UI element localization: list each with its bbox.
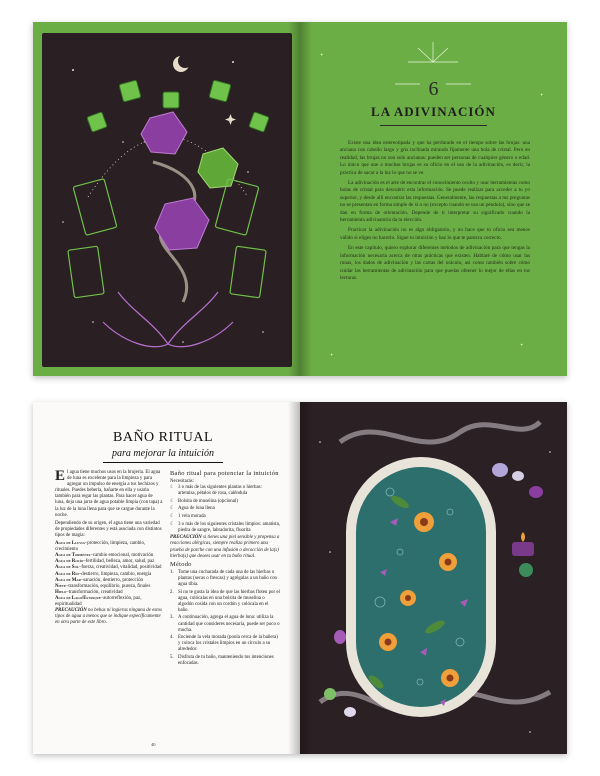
ingredient-item: ☾ 1 vela morada [170, 514, 206, 520]
ingredients-list [170, 485, 280, 534]
chapter-spread [33, 22, 567, 376]
caution-note: PRECAUCIÓN no bebas ni ingieras ninguna de estos tipos de agua a menos que se indique específicamente en otra parte de este libro. [55, 608, 162, 626]
ingredient-item: ☾ 3 o más de los siguientes cristales limpios: amatista, piedra de sangre, labradorita, fluorita [170, 521, 281, 533]
method-step: 1. Tome una cucharada de cada una de las hierbas o plantas (secas o frescas) y agrégalas a un baño con agua tibia. [170, 569, 277, 587]
book-gutter [288, 402, 312, 754]
water-type-item: Hielo–transformación, creatividad [55, 589, 123, 595]
moon-bullet-icon: ☾ [170, 521, 175, 527]
caution-note: PRECAUCIÓN si tienes una piel sensible y propensa a reacciones alérgicas, siempre realiza primero una prueba de parche con una infusión o decocción de la(s) hierba(s) que desees usar en tu baño ritual. [170, 535, 280, 559]
bathtub-illustration [300, 402, 567, 754]
page-title: BAÑO RITUAL [113, 430, 213, 445]
water-type-item: Agua de Mar–sanación, destierro, protección [55, 577, 143, 583]
moon-bullet-icon: ☾ [170, 498, 175, 504]
chapter-body [340, 140, 530, 285]
intro-paragraph-2: Dependiendo de su origen, el agua tiene una variedad de propiedades diferentes y está asociada con distintos tipos de magia: [55, 520, 162, 538]
open-hands-icon [103, 292, 233, 347]
illustration-page [33, 22, 300, 376]
sparkle-icon: ✦ [330, 352, 334, 357]
needs-label: Necesitarás: [170, 479, 194, 485]
sparkle-icon: ✦ [520, 342, 524, 347]
intro-text: l agua tiene muchos usos en la brujería. El agua de luna es excelente para la limpieza y para agregar un impulso de energía a tus hechizos y rituales. Puedes beberla, bañarte en ella y usarla también para regar las plantas. Para hacer agua de luna, deja una jarra de agua potable limpia (con tapa) a la luz de la luna llena para que se cargue durante la noche. [55, 470, 163, 518]
intro-paragraph [55, 470, 163, 519]
sparkle-icon: ✦ [320, 52, 324, 57]
divider [380, 125, 487, 126]
divination-illustration [33, 22, 300, 376]
recipe-heading: Baño ritual para potenciar la intuición [170, 470, 279, 477]
page-number: 40 [151, 742, 156, 747]
water-type-item: Nieve–transformación, equilibrio, pureza, finales [55, 583, 151, 589]
method-step: 5. Disfruta de tu baño, manteniendo tus intenciones enfocadas. [170, 655, 274, 667]
water-types-list [55, 541, 163, 608]
column-two [170, 470, 280, 669]
method-steps [170, 570, 280, 667]
method-step: 2. Si no te gusta la idea de que las hierbas floten por el agua, colócalas en una bolsita de muselina o algodón cosida con un cordón y colócala en el baño. [170, 589, 280, 613]
ritual-spread [33, 402, 567, 754]
water-type-item: Agua de Lluvia–protección, limpieza, cambio, crecimiento [55, 541, 146, 553]
sparkle-icon: ✦ [540, 92, 544, 97]
ingredient-item: ☾ Bolsita de muselina (opcional) [170, 498, 238, 504]
drop-cap: E [55, 468, 66, 484]
divider [103, 462, 223, 463]
chapter-paragraph: Existe una idea estereotipada y que ha perdurado en el tiempo sobre las brujas: una anciana con cabello largo y gris inclinada mirando fijamente una bola de cristal. Pero en realidad, las brujas no son solo ancianas: pueden ser personas de cualquier género o edad. Lo único que une a muchas brujas es su oficio en el uso de la adivinación, es decir, la práctica de sacar a la luz lo que no se ve. [340, 140, 530, 176]
book-gutter [288, 22, 312, 376]
moon-bullet-icon: ☾ [170, 506, 175, 512]
text-page [33, 402, 300, 754]
candle-icon [512, 532, 534, 556]
method-step: 3. A continuación, agrega el agua de luna: utiliza la cantidad que consideres necesaria, puede ser poco o mucha. [170, 615, 280, 633]
method-step: 4. Enciende la vela morada (ponla cerca de la bañera) y coloca los cristales limpios en un círculo a su alrededor. [170, 635, 278, 653]
moon-bullet-icon: ☾ [170, 485, 175, 491]
ingredient-item: ☾ Agua de luna llena [170, 506, 215, 512]
chapter-page [300, 22, 567, 376]
water-type-item: Agua de Lago/Estanque–autorreflexión, paz, espiritualidad [55, 595, 142, 607]
page-subtitle: para mejorar la intuición [112, 448, 214, 459]
moon-bullet-icon: ☾ [170, 514, 175, 520]
chapter-paragraph: La adivinación es el arte de encontrar el conocimiento oculto y usar herramientas como bolas de cristal para descubrir esta información. Se puede realizar para acceder a tu yo superior, y desde allí encontrar las respuestas. Generalmente, las respuestas a tus preguntas no se presentan en forma simple de sí o no (excepto cuando se usa un péndulo), sino que se dan en forma de orientación. Depende de ti interpretar su significado cuando la herramienta adivinatoria da tu elección. [340, 180, 530, 224]
chapter-paragraph: Practicar la adivinación no es algo obligatorio, y no hace que tu oficio sea menos válido si eliges no hacerlo. Sigue tu intuición y haz lo que te parezca correcto. [340, 227, 530, 241]
water-type-item: Agua de Rocío–fertilidad, belleza, amor, salud, paz [55, 559, 155, 565]
chapter-number: 6 [428, 78, 439, 100]
method-heading: Método [170, 560, 192, 568]
water-type-item: Agua de Río–destierro, limpieza, cambio, energía [55, 571, 152, 577]
water-type-item: Agua de Tormenta–cambio emocional, motivación [55, 553, 154, 559]
chapter-paragraph: En este capítulo, quiero explorar diferentes métodos de adivinación para que tengas la información necesaria acerca de otras prácticas que existen. Hablaré de cómo usar las runas, los dados de adivinación y las cartas del oráculo, así como también sobre cómo cuidar las herramientas de adivinación para que puedas obtener lo mejor de ellas en tus lecturas. [340, 245, 530, 281]
ingredient-item: ☾ 3 o más de las siguientes plantas o hierbas: artemisa, pétalos de rosa, caléndula [170, 485, 262, 497]
moon-icon [173, 54, 192, 72]
chapter-title: LA ADIVINACIÓN [371, 104, 496, 119]
water-type-item: Agua de Sol–fuerza, creatividad, vitalidad, positividad [55, 565, 162, 571]
column-one [55, 470, 163, 628]
bath-illustration-page [300, 402, 567, 754]
